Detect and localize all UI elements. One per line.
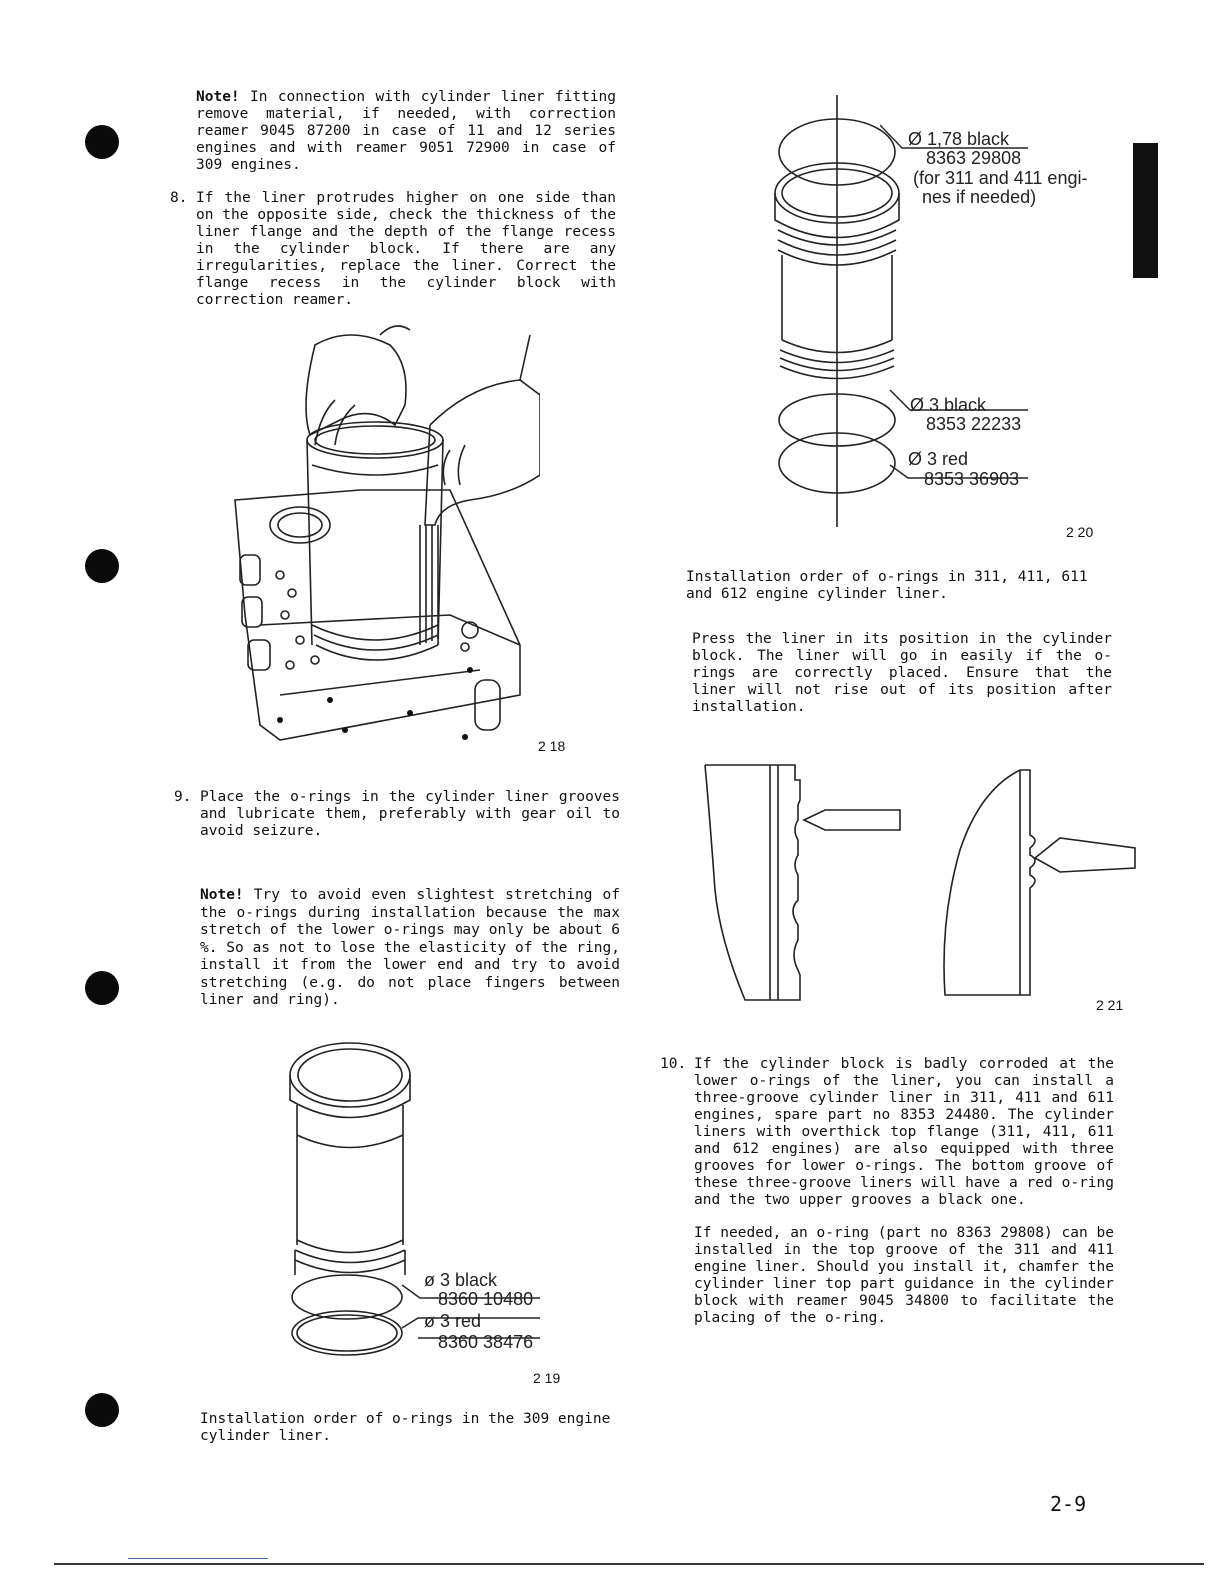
oring-label: ø 3 black bbox=[424, 1270, 498, 1290]
step-number: 8. bbox=[170, 190, 188, 206]
figure-number: 2 20 bbox=[1066, 524, 1094, 540]
oring-part-number: 8353 36903 bbox=[924, 469, 1020, 489]
step-9-text: Place the o-rings in the cylinder liner grooves and lubricate them, preferably with gear oil to avoid seizure. bbox=[200, 789, 620, 839]
step-10-paragraph-1: If the cylinder block is badly corroded at the lower o-rings of the liner, you can install a three-groove cylinder liner in 311, 411 and 611 engines, spare part no 8353 24480. The cylinder liners with overthick top flange (311, 411, 611 and 612 engines) are also equipped with three grooves for lower o-rings. The bottom groove of these three-groove liners will have a red o-ring and the two upper grooves a black one. bbox=[694, 1056, 1114, 1208]
step-number: 9. bbox=[174, 789, 192, 805]
binder-hole bbox=[85, 1393, 119, 1427]
oring-part-number: 8360 38476 bbox=[438, 1332, 534, 1352]
step-number: 10. bbox=[660, 1056, 687, 1072]
step-10-text bbox=[694, 1056, 1114, 1327]
page-number: 2-9 bbox=[1050, 1492, 1087, 1516]
press-liner-text: Press the liner in its position in the cylinder block. The liner will go in easily if the o-rings are correctly placed. Ensure that the liner will not rise out of its position after installation. bbox=[692, 631, 1112, 715]
oring-label: Ø 3 black bbox=[910, 395, 987, 415]
oring-label: Ø 1,78 black bbox=[908, 129, 1010, 149]
caption-311-411: Installation order of o-rings in 311, 411, 611 and 612 engine cylinder liner. bbox=[686, 569, 1088, 602]
oring-note: nes if needed) bbox=[922, 187, 1037, 207]
step-10-paragraph-2: If needed, an o-ring (part no 8363 29808) can be installed in the top groove of the 311 and 411 engine liner. Should you install it, chamfer the cylinder liner top part guidance in the cylinder block with reamer 9045 34800 to facilitate the placing of the o-ring. bbox=[694, 1225, 1114, 1326]
oring-part-number: 8363 29808 bbox=[926, 148, 1022, 168]
note-connection bbox=[196, 89, 616, 174]
binder-hole bbox=[85, 549, 119, 583]
oring-part-number: 8353 22233 bbox=[926, 414, 1022, 434]
note-body: Try to avoid even slightest stretching of the o-rings during installation because the max stretch of the lower o-rings may only be about 6 %. So as not to lose the elasticity of the ring, install it from the lower end and try to avoid stretching (e.g. do not place fingers between liner and ring). bbox=[200, 887, 621, 1008]
section-tab-marker bbox=[1133, 143, 1158, 278]
bottom-rule-accent bbox=[128, 1558, 268, 1559]
note-stretching bbox=[200, 887, 620, 1010]
note-body: In connection with cylinder liner fitting remove material, if needed, with correction reamer 9045 87200 in case of 11 and 12 series engines and with reamer 9051 72900 in case of 309 engines. bbox=[196, 89, 617, 173]
step-8-text: If the liner protrudes higher on one side than on the opposite side, check the thickness of the liner flange and the depth of the flange recess in the cylinder block. If there are any irregularities, replace the liner. Correct the flange recess in the cylinder block with correction reamer. bbox=[196, 190, 616, 308]
bottom-rule bbox=[54, 1563, 1204, 1565]
figure-number: 2 18 bbox=[538, 738, 566, 754]
note-label: Note! bbox=[196, 89, 240, 105]
binder-hole bbox=[85, 125, 119, 159]
oring-note: (for 311 and 411 engi- bbox=[913, 168, 1088, 188]
note-label: Note! bbox=[200, 887, 244, 903]
figure-number: 2 19 bbox=[533, 1370, 561, 1386]
binder-hole bbox=[85, 971, 119, 1005]
oring-label: ø 3 red bbox=[424, 1311, 482, 1331]
caption-309: Installation order of o-rings in the 309 engine cylinder liner. bbox=[200, 1411, 611, 1444]
oring-part-number: 8360 10480 bbox=[438, 1289, 534, 1309]
figure-number: 2 21 bbox=[1096, 997, 1124, 1013]
oring-label: Ø 3 red bbox=[908, 449, 969, 469]
figure-2-21 bbox=[700, 760, 1140, 1010]
figure-2-18 bbox=[220, 325, 540, 745]
